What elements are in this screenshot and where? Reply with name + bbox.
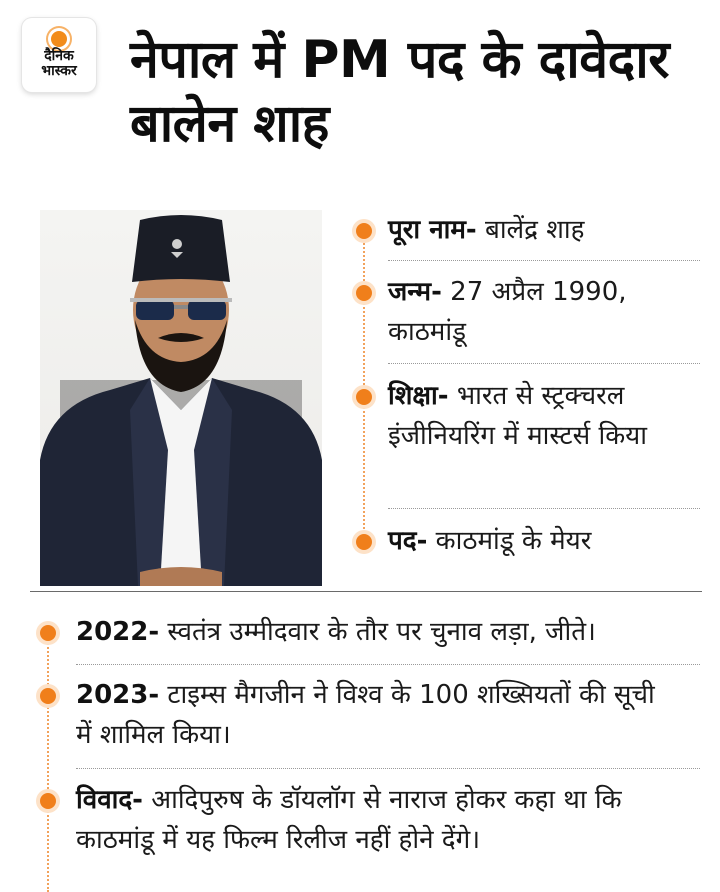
divider (76, 768, 700, 769)
sun-icon (51, 31, 67, 47)
divider (76, 664, 700, 665)
fact-full-name: पूरा नाम- बालेंद्र शाह (388, 215, 585, 245)
divider (388, 260, 700, 261)
section-divider (30, 591, 702, 592)
bullet-icon (356, 389, 372, 405)
logo-line-1: दैनिक (44, 48, 74, 65)
divider (388, 363, 700, 364)
facts-list (350, 200, 702, 580)
timeline-controversy: विवाद- आदिपुरुष के डॉयलॉग से नाराज होकर कहा था कि काठमांडू में यह फिल्म रिलीज नहीं होने देंगे। (76, 785, 622, 855)
divider (388, 508, 700, 509)
timeline-line (47, 640, 49, 892)
bullet-icon (40, 688, 56, 704)
portrait-photo (40, 210, 322, 586)
bullet-icon (40, 793, 56, 809)
bullet-icon (356, 285, 372, 301)
bullet-icon (356, 534, 372, 550)
dainik-bhaskar-logo[interactable] (22, 18, 96, 92)
bullet-icon (40, 625, 56, 641)
timeline-2022: 2022- स्वतंत्र उम्मीदवार के तौर पर चुनाव लड़ा, जीते। (76, 617, 596, 647)
fact-birth: जन्म- 27 अप्रैल 1990, काठमांडू (388, 277, 627, 347)
timeline-2023: 2023- टाइम्स मैगजीन ने विश्व के 100 शख्सियतों की सूची में शामिल किया। (76, 680, 655, 750)
bullet-icon (356, 223, 372, 239)
logo-line-2: भास्कर (41, 63, 77, 79)
fact-education: शिक्षा- भारत से स्ट्रक्चरल इंजीनियरिंग में मास्टर्स किया (388, 381, 647, 451)
fact-post: पद- काठमांडू के मेयर (388, 526, 592, 556)
headline: नेपाल में PM पद के दावेदार बालेन शाह (130, 30, 670, 154)
facts-timeline-line (363, 228, 365, 544)
